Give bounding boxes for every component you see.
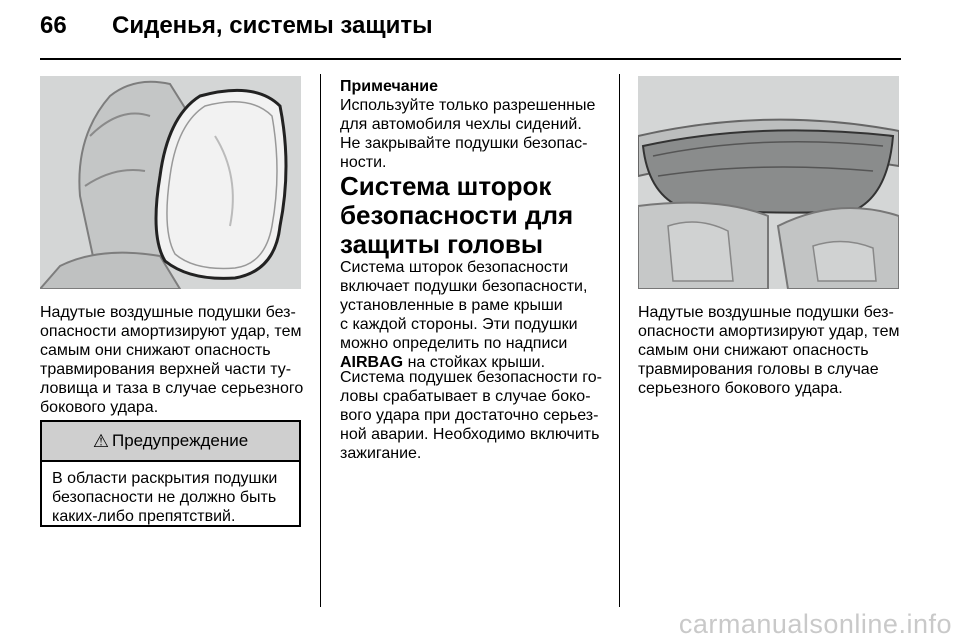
heading-line: безопасности для	[340, 200, 574, 230]
paragraph-line: ной аварии. Необходимо включить	[340, 426, 600, 443]
warning-text	[42, 462, 299, 526]
column-divider-right	[619, 74, 620, 607]
paragraph-line: зажигание.	[340, 445, 422, 462]
paragraph-line: можно определить по надписи	[340, 335, 568, 352]
paragraph-line: установленные в раме крыши	[340, 297, 563, 314]
warning-line: каких-либо препятствий.	[52, 508, 236, 525]
watermark: carmanualsonline.info	[678, 609, 952, 639]
airbag-label: AIRBAG	[340, 354, 404, 371]
paragraph-line: включает подушки безопасности,	[340, 278, 588, 295]
caption-line: травмирования верхней части ту-	[40, 361, 292, 378]
paragraph-line: Система шторок безопасности	[340, 259, 569, 276]
seat-airbag-illustration	[40, 76, 301, 289]
warning-header	[42, 422, 299, 462]
page-title: Сиденья, системы защиты	[112, 12, 433, 39]
caption-line: самым они снижают опасность	[638, 342, 869, 359]
warning-triangle-icon: ⚠	[92, 430, 109, 451]
paragraph-line: с каждой стороны. Эти подушки	[340, 316, 578, 333]
note-line: Не закрывайте подушки безопас-	[340, 135, 588, 152]
caption-line: Надутые воздушные подушки без-	[40, 304, 296, 321]
paragraph-line: ловы срабатывает в случае боко-	[340, 388, 591, 405]
caption-line: травмирования головы в случае	[638, 361, 879, 378]
paragraph-line: вого удара при достаточно серьез-	[340, 407, 599, 424]
caption-line: самым они снижают опасность	[40, 342, 271, 359]
caption-line: бокового удара.	[40, 399, 159, 416]
caption-line: ловища и таза в случае серьезного	[40, 380, 304, 397]
note-line: ности.	[340, 154, 387, 171]
paragraph-2	[340, 368, 612, 463]
note-block	[340, 77, 610, 172]
airbag-label-tail: на стойках крыши.	[407, 354, 546, 371]
warning-line: В области раскрытия подушки	[52, 470, 278, 487]
caption-line: серьезного бокового удара.	[638, 380, 843, 397]
curtain-airbag-illustration	[638, 76, 899, 289]
paragraph-line: Система подушек безопасности го-	[340, 369, 602, 386]
warning-line: безопасности не должно быть	[52, 489, 277, 506]
note-title: Примечание	[340, 78, 439, 95]
right-caption	[638, 303, 903, 398]
warning-title: Предупреждение	[111, 431, 249, 450]
header-rule	[40, 58, 901, 60]
note-line: для автомобиля чехлы сидений.	[340, 116, 582, 133]
warning-box	[40, 420, 301, 527]
note-line: Используйте только разрешенные	[340, 97, 596, 114]
heading-line: Система шторок	[340, 171, 552, 201]
column-divider-left	[320, 74, 321, 607]
caption-line: опасности амортизируют удар, тем	[638, 323, 900, 340]
caption-line: Надутые воздушные подушки без-	[638, 304, 894, 321]
page-number: 66	[40, 12, 67, 39]
left-caption	[40, 303, 305, 417]
heading-line: защиты головы	[340, 229, 544, 259]
paragraph-1	[340, 258, 612, 372]
caption-line: опасности амортизируют удар, тем	[40, 323, 302, 340]
section-heading	[340, 172, 610, 259]
